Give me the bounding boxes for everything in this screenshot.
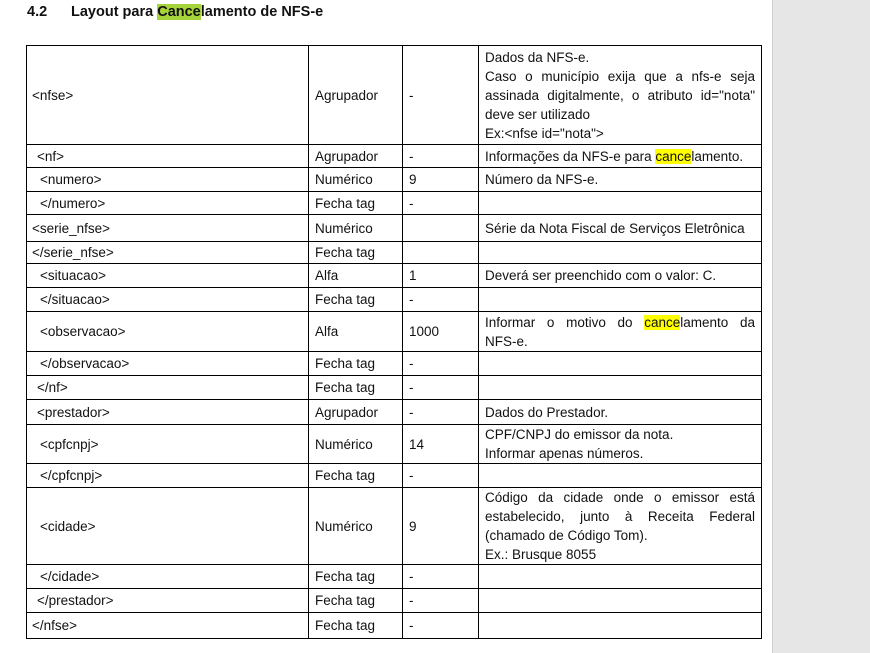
description-cell <box>479 288 762 312</box>
size-cell: - <box>403 192 479 215</box>
description-cell <box>479 565 762 589</box>
size-cell: - <box>403 288 479 312</box>
description-line <box>485 313 755 332</box>
tag-cell: <numero> <box>27 168 309 192</box>
type-cell: Agrupador <box>309 46 403 145</box>
tag-cell: <prestador> <box>27 400 309 425</box>
type-cell: Fecha tag <box>309 464 403 488</box>
layout-table <box>26 45 762 639</box>
description-line: estabelecido, junto à Receita Federal <box>485 509 755 524</box>
size-cell: 14 <box>403 425 479 464</box>
table-row <box>27 168 762 192</box>
description-cell <box>479 613 762 639</box>
size-cell: - <box>403 376 479 400</box>
tag-cell: <situacao> <box>27 264 309 288</box>
description-line: Código da cidade onde o emissor está <box>485 490 755 505</box>
size-cell: - <box>403 46 479 145</box>
type-cell: Numérico <box>309 488 403 565</box>
type-cell: Alfa <box>309 312 403 352</box>
type-cell: Fecha tag <box>309 192 403 215</box>
size-cell <box>403 242 479 264</box>
description-cell <box>479 488 762 565</box>
type-cell: Fecha tag <box>309 565 403 589</box>
tag-cell: </numero> <box>27 192 309 215</box>
description-cell <box>479 425 762 464</box>
tag-cell: <nfse> <box>27 46 309 145</box>
description-cell <box>479 352 762 376</box>
type-cell: Agrupador <box>309 145 403 168</box>
tag-cell: </nfse> <box>27 613 309 639</box>
search-highlight: cance <box>655 148 692 164</box>
tag-cell: </situacao> <box>27 288 309 312</box>
table-row <box>27 352 762 376</box>
description-cell <box>479 464 762 488</box>
side-pane-background <box>772 0 870 653</box>
description-line: assinada digitalmente, o atributo id="nota" <box>485 87 755 103</box>
type-cell: Numérico <box>309 425 403 464</box>
size-cell: - <box>403 145 479 168</box>
section-title-part: lamento de NFS-e <box>200 4 324 20</box>
description-cell <box>479 145 762 168</box>
type-cell: Fecha tag <box>309 242 403 264</box>
description-cell: Deverá ser preenchido com o valor: C. <box>479 264 762 288</box>
description-cell <box>479 376 762 400</box>
tag-cell: </nf> <box>27 376 309 400</box>
type-cell: Agrupador <box>309 400 403 425</box>
table-row <box>27 464 762 488</box>
tag-cell: </prestador> <box>27 589 309 613</box>
table-row <box>27 565 762 589</box>
size-cell: - <box>403 400 479 425</box>
section-title-part: Layout para <box>71 4 158 20</box>
type-cell: Fecha tag <box>309 376 403 400</box>
description-line: Dados da NFS-e. <box>485 49 590 65</box>
type-cell: Fecha tag <box>309 613 403 639</box>
table-row <box>27 488 762 565</box>
description-line: Informar apenas números. <box>485 446 644 461</box>
size-cell: - <box>403 589 479 613</box>
size-cell: 1000 <box>403 312 479 352</box>
type-cell: Fecha tag <box>309 288 403 312</box>
description-cell: Série da Nota Fiscal de Serviços Eletrônica <box>479 215 762 242</box>
size-cell: 9 <box>403 488 479 565</box>
type-cell: Numérico <box>309 215 403 242</box>
description-line: CPF/CNPJ do emissor da nota. <box>485 427 674 442</box>
description-text: lamento. <box>691 148 744 164</box>
table-row <box>27 215 762 242</box>
table-row <box>27 312 762 352</box>
description-line: NFS-e. <box>485 333 528 349</box>
size-cell: 9 <box>403 168 479 192</box>
description-line: Caso o município exija que a nfs-e seja <box>485 68 755 84</box>
tag-cell: </cidade> <box>27 565 309 589</box>
type-cell: Fecha tag <box>309 352 403 376</box>
description-cell: Número da NFS-e. <box>479 168 762 192</box>
description-cell <box>479 192 762 215</box>
section-number: 4.2 <box>27 4 48 20</box>
table-row <box>27 425 762 464</box>
table-row <box>27 288 762 312</box>
description-text: Informações da NFS-e para <box>485 148 656 164</box>
tag-cell: <nf> <box>27 145 309 168</box>
table-row <box>27 613 762 639</box>
description-text: Informar o motivo do <box>485 314 645 330</box>
description-cell <box>479 46 762 145</box>
table-row <box>27 589 762 613</box>
tag-cell: <cpfcnpj> <box>27 425 309 464</box>
tag-cell: </cpfcnpj> <box>27 464 309 488</box>
table-row <box>27 400 762 425</box>
size-cell: - <box>403 565 479 589</box>
description-line: (chamado de Código Tom). <box>485 528 648 543</box>
table-row <box>27 264 762 288</box>
type-cell: Alfa <box>309 264 403 288</box>
size-cell: - <box>403 352 479 376</box>
table-row <box>27 242 762 264</box>
tag-cell: <serie_nfse> <box>27 215 309 242</box>
table-row <box>27 46 762 145</box>
table-row <box>27 145 762 168</box>
description-cell <box>479 312 762 352</box>
table-row <box>27 192 762 215</box>
tag-cell: </serie_nfse> <box>27 242 309 264</box>
description-cell <box>479 589 762 613</box>
search-highlight: cance <box>644 314 681 330</box>
description-cell <box>479 242 762 264</box>
size-cell <box>403 215 479 242</box>
section-heading <box>27 4 323 20</box>
description-line: deve ser utilizado <box>485 106 591 122</box>
description-text: lamento da <box>680 314 755 330</box>
description-line: Ex:<nfse id="nota"> <box>485 125 604 141</box>
size-cell: - <box>403 613 479 639</box>
section-title-highlight: Cance <box>157 4 201 20</box>
size-cell: - <box>403 464 479 488</box>
description-line: Ex.: Brusque 8055 <box>485 547 597 562</box>
description-cell: Dados do Prestador. <box>479 400 762 425</box>
tag-cell: <cidade> <box>27 488 309 565</box>
type-cell: Fecha tag <box>309 589 403 613</box>
table-row <box>27 376 762 400</box>
tag-cell: <observacao> <box>27 312 309 352</box>
type-cell: Numérico <box>309 168 403 192</box>
tag-cell: </observacao> <box>27 352 309 376</box>
size-cell: 1 <box>403 264 479 288</box>
